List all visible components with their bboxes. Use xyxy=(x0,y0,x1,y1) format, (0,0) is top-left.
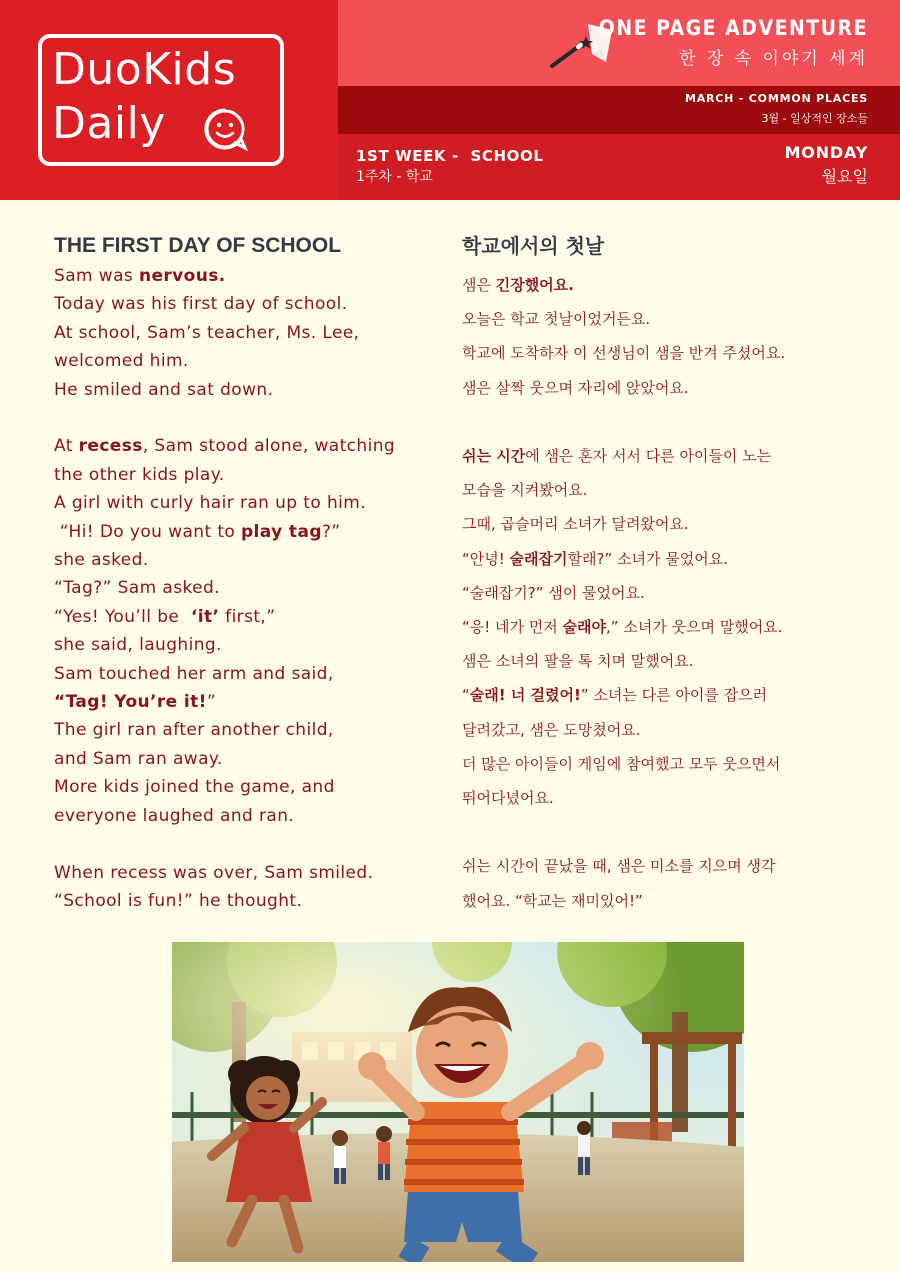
story-text: “ xyxy=(462,686,470,705)
story-line xyxy=(462,849,882,883)
story-line xyxy=(54,603,434,631)
story-line xyxy=(462,439,882,473)
story-text: 샘은 살짝 웃으며 자리에 앉았어요. xyxy=(462,378,689,397)
story-line xyxy=(54,432,434,460)
story-text: the other kids play. xyxy=(54,464,225,485)
story-line xyxy=(462,610,882,644)
story-line xyxy=(54,716,434,744)
story-line xyxy=(54,660,434,688)
story-text: 샘은 소녀의 팔을 톡 치며 말했어요. xyxy=(462,652,694,671)
story-text: 에 샘은 혼자 서서 다른 아이들이 노는 xyxy=(525,447,772,465)
highlighted-phrase: nervous. xyxy=(138,266,226,286)
story-english xyxy=(54,232,434,915)
story-text: 더 많은 아이들이 게임에 참여했고 모두 웃으면서 xyxy=(462,754,781,773)
story-line xyxy=(462,644,882,678)
story-text: 달려갔고, 샘은 도망쳤어요. xyxy=(462,720,641,739)
story-line xyxy=(54,347,434,375)
story-text: A girl with curly hair ran up to him. xyxy=(54,493,367,514)
story-english-lines xyxy=(54,262,434,915)
story-line xyxy=(54,546,434,574)
story-line xyxy=(54,461,434,489)
story-text: welcomed him. xyxy=(54,351,189,372)
highlighted-phrase: play tag xyxy=(240,521,322,542)
story-line xyxy=(462,747,882,781)
story-text: “안녕! xyxy=(462,549,510,568)
highlighted-phrase: 쉬는 시간 xyxy=(462,447,526,465)
story-text: 모습을 지켜봤어요. xyxy=(462,481,588,500)
story-line xyxy=(54,262,434,290)
story-text: ?” xyxy=(321,521,341,542)
story-text: ” 소녀는 다른 아이를 잡으러 xyxy=(580,686,768,705)
story-line xyxy=(462,473,882,507)
highlighted-phrase: ‘it’ xyxy=(190,606,220,627)
story-line xyxy=(462,815,882,849)
day-subtitle: 월요일 xyxy=(821,167,868,186)
story-text: Today was his first day of school. xyxy=(54,294,348,315)
adventure-subtitle: 한 장 속 이야기 세계 xyxy=(679,49,868,69)
highlighted-phrase: recess xyxy=(78,436,143,457)
story-text: 뛰어다녔어요. xyxy=(462,789,554,808)
story-line xyxy=(462,507,882,541)
story-text: 오늘은 학교 첫날이었거든요. xyxy=(462,310,651,329)
story-text: she asked. xyxy=(54,550,149,571)
smile-chat-icon xyxy=(202,106,248,152)
brand-name-line2: Daily xyxy=(52,98,166,149)
page-header xyxy=(0,0,900,200)
story-text: Sam was xyxy=(54,266,139,286)
story-line xyxy=(462,542,882,576)
story-text: “술래잡기?” 샘이 물었어요. xyxy=(462,583,645,602)
story-text: He smiled and sat down. xyxy=(54,379,274,400)
story-line xyxy=(462,884,882,918)
story-korean-lines xyxy=(462,268,882,918)
story-line xyxy=(54,574,434,602)
story-line xyxy=(54,489,434,517)
story-text: 할래?” 소녀가 물었어요. xyxy=(567,549,728,568)
story-text: 그때, 곱슬머리 소녀가 달려왔어요. xyxy=(462,515,689,534)
story-line xyxy=(54,319,434,347)
story-title-english: THE FIRST DAY OF SCHOOL xyxy=(54,234,342,257)
story-line xyxy=(54,404,434,432)
week-subtitle: 1주차 - 학교 xyxy=(356,169,433,185)
week-title: 1ST WEEK - SCHOOL xyxy=(356,147,544,165)
story-line xyxy=(54,376,434,404)
story-line xyxy=(54,631,434,659)
highlighted-phrase: 긴장했어요. xyxy=(495,276,574,294)
adventure-banner xyxy=(338,0,900,86)
story-line xyxy=(462,713,882,747)
story-line xyxy=(54,802,434,830)
story-text: “Yes! You’ll be xyxy=(54,606,191,627)
story-line xyxy=(54,290,434,318)
story-line xyxy=(54,518,434,546)
story-line xyxy=(462,678,882,712)
brand-logo xyxy=(38,34,284,166)
story-line xyxy=(462,405,882,439)
story-text: everyone laughed and ran. xyxy=(54,805,295,826)
story-text: When recess was over, Sam smiled. xyxy=(54,862,374,883)
story-line xyxy=(462,268,882,302)
story-illustration xyxy=(172,942,744,1262)
story-line xyxy=(462,336,882,370)
story-text: , Sam stood alone, watching xyxy=(142,436,396,457)
story-line xyxy=(54,830,434,858)
story-text: 학교에 도착하자 이 선생님이 샘을 반겨 주셨어요. xyxy=(462,344,786,363)
brand-name-line1: DuoKids xyxy=(52,44,237,95)
story-line xyxy=(54,688,434,716)
story-line xyxy=(462,781,882,815)
story-text: More kids joined the game, and xyxy=(54,777,335,798)
story-line xyxy=(54,887,434,915)
story-line xyxy=(54,773,434,801)
story-korean xyxy=(462,232,882,918)
highlighted-phrase: 술래잡기 xyxy=(509,549,568,568)
story-text: “응! 네가 먼저 xyxy=(462,618,563,637)
story-line xyxy=(462,302,882,336)
story-line xyxy=(462,576,882,610)
highlighted-phrase: “Tag! You’re it! xyxy=(54,692,207,713)
story-text: 샘은 xyxy=(462,276,496,294)
story-text: “School is fun!” he thought. xyxy=(54,890,303,911)
logo-panel xyxy=(0,0,338,200)
highlighted-phrase: 술래! 너 걸렸어! xyxy=(469,686,581,705)
story-text: “Tag?” Sam asked. xyxy=(54,578,220,599)
month-subtitle: 3월 - 일상적인 장소들 xyxy=(761,112,868,125)
story-title-korean: 학교에서의 첫날 xyxy=(462,234,605,258)
story-text: “Hi! Do you want to xyxy=(54,521,241,542)
story-line xyxy=(54,745,434,773)
story-text: The girl ran after another child, xyxy=(54,720,334,741)
month-title: MARCH - COMMON PLACES xyxy=(684,92,868,105)
story-text: At school, Sam’s teacher, Ms. Lee, xyxy=(54,322,360,343)
story-text: Sam touched her arm and said, xyxy=(54,663,334,684)
highlighted-phrase: 술래야 xyxy=(562,618,607,637)
kids-playing-tag-illustration xyxy=(172,942,744,1262)
story-line xyxy=(462,371,882,405)
day-title: MONDAY xyxy=(784,143,868,162)
adventure-title: ONE PAGE ADVENTURE xyxy=(598,16,868,40)
story-text: 했어요. “학교는 재미있어!” xyxy=(462,891,643,910)
story-text: ” xyxy=(206,692,217,713)
story-text: ,” 소녀가 웃으며 말했어요. xyxy=(606,618,783,637)
story-text: At xyxy=(54,436,79,457)
story-text: 쉬는 시간이 끝났을 때, 샘은 미소를 지으며 생각 xyxy=(462,857,776,876)
story-line xyxy=(54,859,434,887)
story-text: she said, laughing. xyxy=(54,635,222,656)
story-text: first,” xyxy=(219,606,276,627)
story-text: and Sam ran away. xyxy=(54,748,223,769)
